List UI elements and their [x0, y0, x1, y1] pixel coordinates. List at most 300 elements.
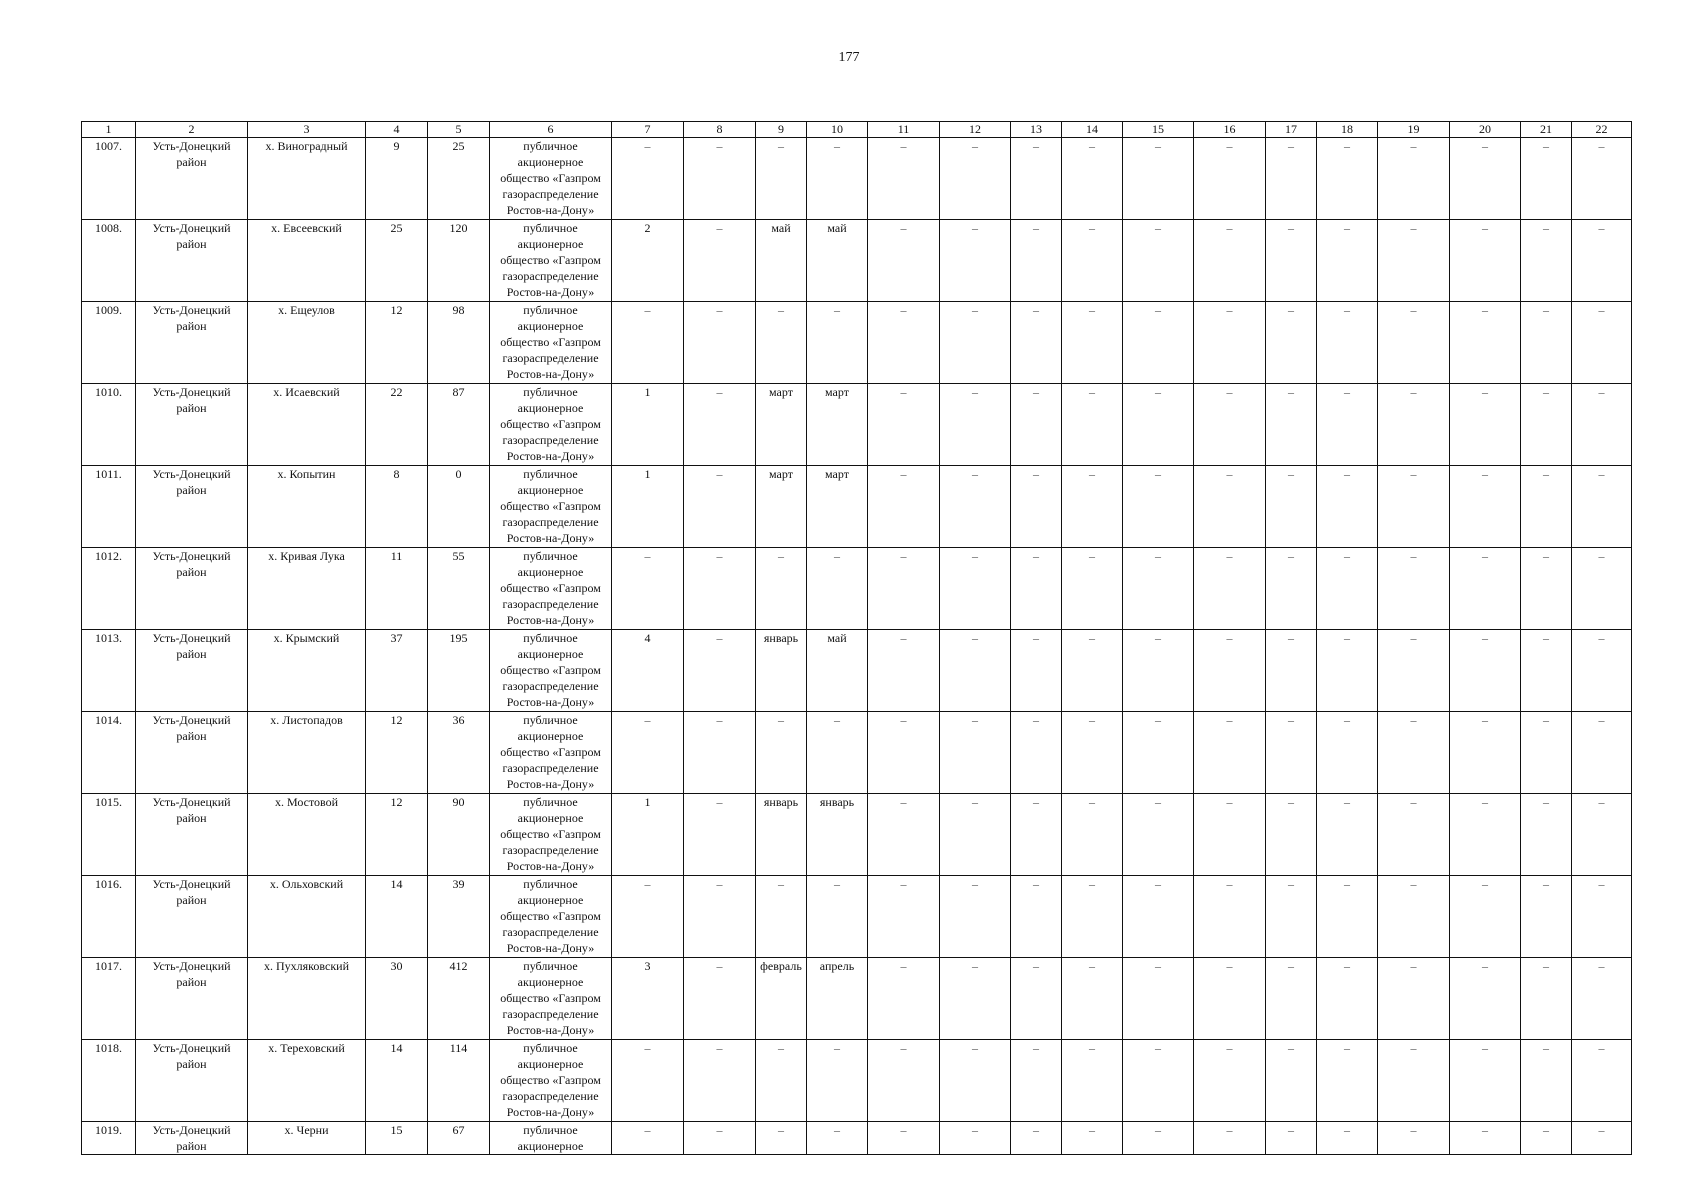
value-cell-col-13: – — [1011, 466, 1062, 548]
settlement-cell: х. Листопадов — [248, 712, 366, 794]
value-cell-col-13: – — [1011, 712, 1062, 794]
value-cell-col-7: 4 — [612, 630, 684, 712]
value-cell-col-22: – — [1572, 712, 1632, 794]
value-cell-col-18: – — [1317, 958, 1378, 1040]
value-cell-col-17: – — [1266, 630, 1317, 712]
row-number: 1016. — [82, 876, 136, 958]
settlement-cell: х. Крымский — [248, 630, 366, 712]
table-row — [82, 876, 1632, 958]
column-header-7: 7 — [612, 122, 684, 138]
value-cell-col-8: – — [684, 384, 756, 466]
value-cell-col-9: февраль — [756, 958, 807, 1040]
value-cell-col-18: – — [1317, 384, 1378, 466]
value-cell-col-4: 14 — [366, 876, 428, 958]
district-cell: Усть-Донецкий район — [136, 876, 248, 958]
value-cell-col-21: – — [1521, 220, 1572, 302]
settlement-cell: х. Виноградный — [248, 138, 366, 220]
value-cell-col-7: – — [612, 1040, 684, 1122]
value-cell-col-13: – — [1011, 220, 1062, 302]
value-cell-col-18: – — [1317, 138, 1378, 220]
row-number: 1012. — [82, 548, 136, 630]
value-cell-col-11: – — [868, 220, 940, 302]
value-cell-col-9: – — [756, 876, 807, 958]
value-cell-col-7: 2 — [612, 220, 684, 302]
value-cell-col-8: – — [684, 794, 756, 876]
value-cell-col-7: 1 — [612, 466, 684, 548]
value-cell-col-17: – — [1266, 1040, 1317, 1122]
value-cell-col-15: – — [1123, 958, 1194, 1040]
value-cell-col-19: – — [1378, 794, 1450, 876]
value-cell-col-10: – — [807, 138, 868, 220]
value-cell-col-11: – — [868, 876, 940, 958]
column-header-14: 14 — [1062, 122, 1123, 138]
value-cell-col-20: – — [1450, 138, 1521, 220]
value-cell-col-5: 120 — [428, 220, 490, 302]
value-cell-col-17: – — [1266, 712, 1317, 794]
column-header-4: 4 — [366, 122, 428, 138]
value-cell-col-11: – — [868, 302, 940, 384]
value-cell-col-21: – — [1521, 384, 1572, 466]
settlement-cell: х. Ещеулов — [248, 302, 366, 384]
owner-cell: публичное акционерное общество «Газпром газораспределение Ростов-на-Дону» — [490, 958, 612, 1040]
value-cell-col-18: – — [1317, 1040, 1378, 1122]
row-number: 1007. — [82, 138, 136, 220]
value-cell-col-8: – — [684, 548, 756, 630]
value-cell-col-9: – — [756, 302, 807, 384]
value-cell-col-16: – — [1194, 876, 1266, 958]
value-cell-col-9: январь — [756, 630, 807, 712]
value-cell-col-20: – — [1450, 384, 1521, 466]
value-cell-col-9: – — [756, 548, 807, 630]
value-cell-col-19: – — [1378, 466, 1450, 548]
value-cell-col-9: – — [756, 138, 807, 220]
value-cell-col-7: 1 — [612, 794, 684, 876]
value-cell-col-9: – — [756, 1122, 807, 1155]
value-cell-col-4: 11 — [366, 548, 428, 630]
value-cell-col-4: 9 — [366, 138, 428, 220]
value-cell-col-7: – — [612, 548, 684, 630]
value-cell-col-14: – — [1062, 630, 1123, 712]
value-cell-col-4: 12 — [366, 302, 428, 384]
value-cell-col-11: – — [868, 1122, 940, 1155]
value-cell-col-9: – — [756, 712, 807, 794]
value-cell-col-4: 12 — [366, 794, 428, 876]
column-header-19: 19 — [1378, 122, 1450, 138]
value-cell-col-16: – — [1194, 630, 1266, 712]
value-cell-col-18: – — [1317, 876, 1378, 958]
district-cell: Усть-Донецкий район — [136, 138, 248, 220]
settlement-cell: х. Мостовой — [248, 794, 366, 876]
value-cell-col-15: – — [1123, 384, 1194, 466]
value-cell-col-13: – — [1011, 138, 1062, 220]
value-cell-col-20: – — [1450, 466, 1521, 548]
value-cell-col-16: – — [1194, 220, 1266, 302]
settlement-cell: х. Кривая Лука — [248, 548, 366, 630]
value-cell-col-20: – — [1450, 1122, 1521, 1155]
row-number: 1014. — [82, 712, 136, 794]
value-cell-col-20: – — [1450, 220, 1521, 302]
value-cell-col-19: – — [1378, 302, 1450, 384]
owner-cell: публичное акционерное общество «Газпром газораспределение Ростов-на-Дону» — [490, 138, 612, 220]
value-cell-col-17: – — [1266, 220, 1317, 302]
value-cell-col-11: – — [868, 138, 940, 220]
value-cell-col-10: – — [807, 712, 868, 794]
value-cell-col-22: – — [1572, 466, 1632, 548]
value-cell-col-10: – — [807, 1040, 868, 1122]
value-cell-col-11: – — [868, 630, 940, 712]
owner-cell: публичное акционерное общество «Газпром газораспределение Ростов-на-Дону» — [490, 876, 612, 958]
settlement-cell: х. Исаевский — [248, 384, 366, 466]
table-row — [82, 548, 1632, 630]
district-cell: Усть-Донецкий район — [136, 302, 248, 384]
district-cell: Усть-Донецкий район — [136, 220, 248, 302]
value-cell-col-12: – — [940, 548, 1011, 630]
data-table — [81, 121, 1632, 1155]
value-cell-col-16: – — [1194, 548, 1266, 630]
value-cell-col-11: – — [868, 712, 940, 794]
settlement-cell: х. Пухляковский — [248, 958, 366, 1040]
value-cell-col-5: 98 — [428, 302, 490, 384]
value-cell-col-18: – — [1317, 548, 1378, 630]
value-cell-col-21: – — [1521, 794, 1572, 876]
value-cell-col-14: – — [1062, 302, 1123, 384]
owner-cell: публичное акционерное общество «Газпром газораспределение Ростов-на-Дону» — [490, 712, 612, 794]
value-cell-col-21: – — [1521, 548, 1572, 630]
value-cell-col-8: – — [684, 958, 756, 1040]
table-row — [82, 712, 1632, 794]
value-cell-col-14: – — [1062, 712, 1123, 794]
value-cell-col-18: – — [1317, 302, 1378, 384]
row-number: 1011. — [82, 466, 136, 548]
value-cell-col-21: – — [1521, 138, 1572, 220]
value-cell-col-5: 114 — [428, 1040, 490, 1122]
owner-cell: публичное акционерное общество «Газпром газораспределение Ростов-на-Дону» — [490, 794, 612, 876]
settlement-cell: х. Черни — [248, 1122, 366, 1155]
value-cell-col-5: 55 — [428, 548, 490, 630]
value-cell-col-10: – — [807, 302, 868, 384]
column-header-8: 8 — [684, 122, 756, 138]
row-number: 1018. — [82, 1040, 136, 1122]
row-number: 1013. — [82, 630, 136, 712]
value-cell-col-7: – — [612, 712, 684, 794]
value-cell-col-17: – — [1266, 548, 1317, 630]
value-cell-col-22: – — [1572, 302, 1632, 384]
value-cell-col-4: 30 — [366, 958, 428, 1040]
column-header-11: 11 — [868, 122, 940, 138]
value-cell-col-17: – — [1266, 876, 1317, 958]
value-cell-col-15: – — [1123, 1040, 1194, 1122]
value-cell-col-4: 15 — [366, 1122, 428, 1155]
value-cell-col-22: – — [1572, 630, 1632, 712]
value-cell-col-11: – — [868, 958, 940, 1040]
value-cell-col-19: – — [1378, 138, 1450, 220]
value-cell-col-11: – — [868, 794, 940, 876]
value-cell-col-12: – — [940, 220, 1011, 302]
column-header-18: 18 — [1317, 122, 1378, 138]
value-cell-col-12: – — [940, 302, 1011, 384]
table-row — [82, 302, 1632, 384]
value-cell-col-15: – — [1123, 466, 1194, 548]
table-row — [82, 794, 1632, 876]
header-row — [82, 122, 1632, 138]
column-header-5: 5 — [428, 122, 490, 138]
value-cell-col-4: 8 — [366, 466, 428, 548]
value-cell-col-16: – — [1194, 384, 1266, 466]
value-cell-col-14: – — [1062, 1122, 1123, 1155]
settlement-cell: х. Тереховский — [248, 1040, 366, 1122]
value-cell-col-21: – — [1521, 958, 1572, 1040]
value-cell-col-18: – — [1317, 1122, 1378, 1155]
value-cell-col-21: – — [1521, 1040, 1572, 1122]
district-cell: Усть-Донецкий район — [136, 712, 248, 794]
value-cell-col-19: – — [1378, 712, 1450, 794]
value-cell-col-13: – — [1011, 876, 1062, 958]
value-cell-col-7: – — [612, 876, 684, 958]
column-header-3: 3 — [248, 122, 366, 138]
value-cell-col-13: – — [1011, 384, 1062, 466]
value-cell-col-15: – — [1123, 630, 1194, 712]
value-cell-col-20: – — [1450, 958, 1521, 1040]
value-cell-col-7: – — [612, 1122, 684, 1155]
owner-cell: публичное акционерное общество «Газпром газораспределение Ростов-на-Дону» — [490, 220, 612, 302]
district-cell: Усть-Донецкий район — [136, 1122, 248, 1155]
value-cell-col-12: – — [940, 138, 1011, 220]
value-cell-col-14: – — [1062, 958, 1123, 1040]
value-cell-col-15: – — [1123, 220, 1194, 302]
value-cell-col-19: – — [1378, 876, 1450, 958]
value-cell-col-7: – — [612, 138, 684, 220]
value-cell-col-10: март — [807, 466, 868, 548]
value-cell-col-4: 37 — [366, 630, 428, 712]
value-cell-col-15: – — [1123, 302, 1194, 384]
value-cell-col-21: – — [1521, 876, 1572, 958]
value-cell-col-12: – — [940, 876, 1011, 958]
value-cell-col-8: – — [684, 1122, 756, 1155]
value-cell-col-20: – — [1450, 794, 1521, 876]
value-cell-col-4: 14 — [366, 1040, 428, 1122]
value-cell-col-22: – — [1572, 958, 1632, 1040]
table-row — [82, 384, 1632, 466]
value-cell-col-8: – — [684, 220, 756, 302]
value-cell-col-20: – — [1450, 1040, 1521, 1122]
column-header-2: 2 — [136, 122, 248, 138]
column-header-10: 10 — [807, 122, 868, 138]
value-cell-col-22: – — [1572, 138, 1632, 220]
row-number: 1019. — [82, 1122, 136, 1155]
value-cell-col-12: – — [940, 958, 1011, 1040]
value-cell-col-5: 67 — [428, 1122, 490, 1155]
value-cell-col-20: – — [1450, 712, 1521, 794]
value-cell-col-8: – — [684, 138, 756, 220]
column-header-6: 6 — [490, 122, 612, 138]
value-cell-col-17: – — [1266, 794, 1317, 876]
settlement-cell: х. Копытин — [248, 466, 366, 548]
value-cell-col-10: май — [807, 220, 868, 302]
value-cell-col-12: – — [940, 794, 1011, 876]
value-cell-col-8: – — [684, 1040, 756, 1122]
value-cell-col-12: – — [940, 1122, 1011, 1155]
value-cell-col-5: 25 — [428, 138, 490, 220]
value-cell-col-22: – — [1572, 1122, 1632, 1155]
value-cell-col-19: – — [1378, 1122, 1450, 1155]
value-cell-col-12: – — [940, 1040, 1011, 1122]
value-cell-col-13: – — [1011, 958, 1062, 1040]
value-cell-col-10: – — [807, 548, 868, 630]
value-cell-col-7: – — [612, 302, 684, 384]
value-cell-col-8: – — [684, 876, 756, 958]
value-cell-col-11: – — [868, 548, 940, 630]
value-cell-col-18: – — [1317, 794, 1378, 876]
value-cell-col-14: – — [1062, 876, 1123, 958]
value-cell-col-14: – — [1062, 794, 1123, 876]
owner-cell: публичное акционерное общество «Газпром газораспределение Ростов-на-Дону» — [490, 466, 612, 548]
value-cell-col-18: – — [1317, 466, 1378, 548]
value-cell-col-13: – — [1011, 302, 1062, 384]
value-cell-col-14: – — [1062, 548, 1123, 630]
value-cell-col-21: – — [1521, 712, 1572, 794]
value-cell-col-15: – — [1123, 548, 1194, 630]
value-cell-col-12: – — [940, 466, 1011, 548]
value-cell-col-17: – — [1266, 384, 1317, 466]
page-number: 177 — [838, 50, 860, 65]
value-cell-col-13: – — [1011, 794, 1062, 876]
row-number: 1017. — [82, 958, 136, 1040]
district-cell: Усть-Донецкий район — [136, 630, 248, 712]
column-header-9: 9 — [756, 122, 807, 138]
value-cell-col-18: – — [1317, 220, 1378, 302]
value-cell-col-22: – — [1572, 876, 1632, 958]
value-cell-col-21: – — [1521, 1122, 1572, 1155]
value-cell-col-9: – — [756, 1040, 807, 1122]
value-cell-col-19: – — [1378, 1040, 1450, 1122]
value-cell-col-19: – — [1378, 630, 1450, 712]
table-row — [82, 958, 1632, 1040]
value-cell-col-17: – — [1266, 1122, 1317, 1155]
owner-cell: публичное акционерное общество «Газпром газораспределение Ростов-на-Дону» — [490, 384, 612, 466]
value-cell-col-18: – — [1317, 712, 1378, 794]
district-cell: Усть-Донецкий район — [136, 958, 248, 1040]
owner-cell: публичное акционерное общество «Газпром газораспределение Ростов-на-Дону» — [490, 1040, 612, 1122]
column-header-16: 16 — [1194, 122, 1266, 138]
value-cell-col-11: – — [868, 384, 940, 466]
value-cell-col-4: 25 — [366, 220, 428, 302]
value-cell-col-13: – — [1011, 1040, 1062, 1122]
owner-cell: публичное акционерное общество «Газпром газораспределение Ростов-на-Дону» — [490, 548, 612, 630]
row-number: 1008. — [82, 220, 136, 302]
district-cell: Усть-Донецкий район — [136, 794, 248, 876]
value-cell-col-20: – — [1450, 630, 1521, 712]
value-cell-col-22: – — [1572, 548, 1632, 630]
value-cell-col-10: апрель — [807, 958, 868, 1040]
value-cell-col-8: – — [684, 630, 756, 712]
value-cell-col-15: – — [1123, 1122, 1194, 1155]
value-cell-col-14: – — [1062, 138, 1123, 220]
owner-cell: публичное акционерное общество «Газпром газораспределение Ростов-на-Дону» — [490, 302, 612, 384]
district-cell: Усть-Донецкий район — [136, 384, 248, 466]
value-cell-col-14: – — [1062, 1040, 1123, 1122]
value-cell-col-8: – — [684, 466, 756, 548]
value-cell-col-20: – — [1450, 548, 1521, 630]
table-row — [82, 1040, 1632, 1122]
column-header-15: 15 — [1123, 122, 1194, 138]
settlement-cell: х. Евсеевский — [248, 220, 366, 302]
value-cell-col-16: – — [1194, 1040, 1266, 1122]
value-cell-col-11: – — [868, 466, 940, 548]
value-cell-col-13: – — [1011, 548, 1062, 630]
value-cell-col-5: 90 — [428, 794, 490, 876]
row-number: 1010. — [82, 384, 136, 466]
table-row — [82, 138, 1632, 220]
settlement-cell: х. Ольховский — [248, 876, 366, 958]
column-header-1: 1 — [82, 122, 136, 138]
value-cell-col-16: – — [1194, 958, 1266, 1040]
row-number: 1015. — [82, 794, 136, 876]
value-cell-col-21: – — [1521, 302, 1572, 384]
value-cell-col-17: – — [1266, 302, 1317, 384]
value-cell-col-14: – — [1062, 220, 1123, 302]
value-cell-col-4: 22 — [366, 384, 428, 466]
value-cell-col-10: – — [807, 876, 868, 958]
value-cell-col-12: – — [940, 384, 1011, 466]
value-cell-col-13: – — [1011, 630, 1062, 712]
value-cell-col-10: март — [807, 384, 868, 466]
value-cell-col-21: – — [1521, 630, 1572, 712]
value-cell-col-16: – — [1194, 138, 1266, 220]
row-number: 1009. — [82, 302, 136, 384]
owner-cell: публичное акционерное — [490, 1122, 612, 1155]
value-cell-col-7: 3 — [612, 958, 684, 1040]
value-cell-col-5: 87 — [428, 384, 490, 466]
value-cell-col-15: – — [1123, 138, 1194, 220]
value-cell-col-19: – — [1378, 384, 1450, 466]
value-cell-col-11: – — [868, 1040, 940, 1122]
value-cell-col-12: – — [940, 630, 1011, 712]
value-cell-col-8: – — [684, 302, 756, 384]
value-cell-col-14: – — [1062, 384, 1123, 466]
value-cell-col-15: – — [1123, 712, 1194, 794]
value-cell-col-19: – — [1378, 220, 1450, 302]
value-cell-col-4: 12 — [366, 712, 428, 794]
owner-cell: публичное акционерное общество «Газпром газораспределение Ростов-на-Дону» — [490, 630, 612, 712]
value-cell-col-15: – — [1123, 876, 1194, 958]
value-cell-col-10: январь — [807, 794, 868, 876]
table-row — [82, 220, 1632, 302]
table-body — [82, 138, 1632, 1155]
value-cell-col-9: январь — [756, 794, 807, 876]
value-cell-col-5: 195 — [428, 630, 490, 712]
value-cell-col-9: март — [756, 384, 807, 466]
value-cell-col-19: – — [1378, 958, 1450, 1040]
table-row — [82, 1122, 1632, 1155]
value-cell-col-17: – — [1266, 958, 1317, 1040]
column-header-21: 21 — [1521, 122, 1572, 138]
district-cell: Усть-Донецкий район — [136, 466, 248, 548]
table-row — [82, 466, 1632, 548]
table-row — [82, 630, 1632, 712]
value-cell-col-16: – — [1194, 466, 1266, 548]
value-cell-col-5: 39 — [428, 876, 490, 958]
column-header-20: 20 — [1450, 122, 1521, 138]
value-cell-col-16: – — [1194, 712, 1266, 794]
value-cell-col-22: – — [1572, 1040, 1632, 1122]
value-cell-col-20: – — [1450, 302, 1521, 384]
value-cell-col-17: – — [1266, 466, 1317, 548]
value-cell-col-20: – — [1450, 876, 1521, 958]
value-cell-col-7: 1 — [612, 384, 684, 466]
value-cell-col-17: – — [1266, 138, 1317, 220]
value-cell-col-5: 412 — [428, 958, 490, 1040]
value-cell-col-22: – — [1572, 794, 1632, 876]
